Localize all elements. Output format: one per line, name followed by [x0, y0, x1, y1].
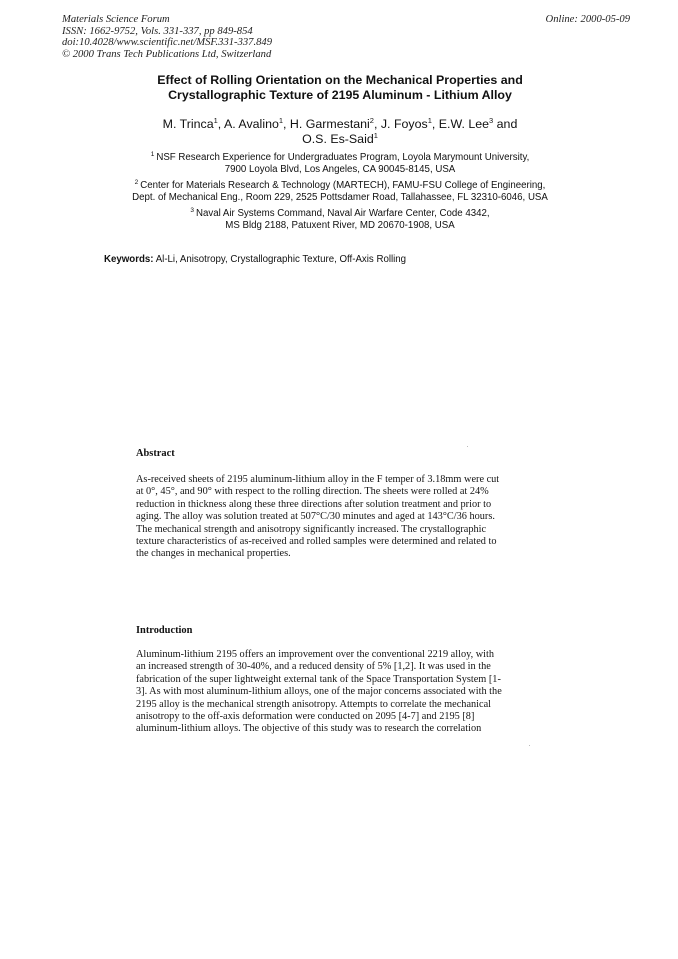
authors-joiner: and [496, 117, 518, 131]
affiliation-marker: 3 [489, 116, 494, 125]
text-line: fabrication of the super lightweight external tank of the Space Transportation System [1- [136, 673, 501, 685]
paper-title [100, 73, 580, 103]
keywords-list: Al-Li, Anisotropy, Crystallographic Texture, Off-Axis Rolling [155, 254, 407, 265]
author-name: E.W. Lee [438, 117, 490, 131]
journal-citation-block [62, 14, 272, 60]
text-line: an increased strength of 30-40%, and a reduced density of 5% [1,2]. It was used in the [136, 661, 491, 673]
text-line: the changes in mechanical properties. [136, 548, 291, 560]
author-name: J. Foyos [380, 117, 428, 131]
scan-speck [467, 446, 468, 447]
text-line: 3]. As with most aluminum-lithium alloys, one of the major concerns associated with the [136, 686, 502, 698]
text-line: aging. The alloy was solution treated at 507°C/30 minutes and aged at 143°C/36 hours. [136, 511, 495, 523]
author-list [100, 117, 580, 146]
introduction-body [136, 649, 556, 736]
affiliation-marker: 1 [278, 116, 284, 125]
text-line: reduction in thickness along these three directions after solution treatment and prior to [136, 498, 492, 510]
abstract-body [136, 474, 556, 561]
text-line: aluminum-lithium alloys. The objective of this study was to research the correlation [136, 723, 482, 735]
scan-speck [529, 745, 530, 746]
text-line: Aluminum-lithium 2195 offers an improvement over the conventional 2219 alloy, with [136, 649, 495, 660]
author-name: H. Garmestani [289, 117, 370, 131]
text-line: anisotropy to the off-axis deformation were conducted on 2095 [4-7] and 2195 [8] [136, 711, 475, 723]
affiliation-marker: 1 [213, 116, 218, 125]
title-line: Crystallographic Texture of 2195 Aluminum - Lithium Alloy [168, 88, 512, 102]
title-line: Effect of Rolling Orientation on the Mechanical Properties and [157, 73, 523, 87]
text-line: The mechanical strength and anisotropy significantly increased. The crystallographic [136, 523, 487, 535]
text-line: 2195 alloy is the mechanical strength anisotropy. Attempts to correlate the mechanical [136, 698, 492, 710]
affiliation-marker: 2 [134, 179, 139, 186]
affiliation-text: Center for Materials Research & Technology (MARTECH), FAMU-FSU College of Engineering, [140, 180, 546, 191]
author-line-2 [100, 132, 580, 147]
copyright-notice: © 2000 Trans Tech Publications Ltd, Switzerland [62, 48, 272, 60]
text-line: at 0°, 45°, and 90° with respect to the rolling direction. The sheets were rolled at 24% [136, 486, 489, 498]
affiliation-line: MS Bldg 2188, Patuxent River, MD 20670-1908, USA [225, 220, 455, 232]
affiliation-3 [40, 208, 640, 233]
affiliation-marker: 3 [190, 207, 194, 214]
affiliation-marker: 1 [373, 130, 378, 140]
affiliation-2 [40, 180, 640, 205]
issn-volume-pages: ISSN: 1662-9752, Vols. 331-337, pp 849-854 [62, 25, 253, 37]
keywords [104, 254, 406, 265]
affiliation-line: 7900 Loyola Blvd, Los Angeles, CA 90045-8145, USA [224, 164, 456, 176]
affiliation-marker: 1 [150, 151, 155, 158]
affiliation-line [40, 152, 640, 164]
affiliation-text: NSF Research Experience for Undergraduates Program, Loyola Marymount University, [156, 152, 530, 163]
online-date: Online: 2000-05-09 [545, 14, 630, 25]
author-name: O.S. Es-Said [302, 131, 374, 146]
affiliation-marker: 2 [369, 116, 374, 125]
doi-link[interactable]: doi:10.4028/www.scientific.net/MSF.331-337.849 [62, 37, 272, 49]
author-name: M. Trinca [162, 117, 214, 131]
affiliation-text: Naval Air Systems Command, Naval Air Warfare Center, Code 4342, [196, 208, 490, 219]
text-line: texture characteristics of as-received and rolled samples were determined and related to [136, 536, 497, 548]
affiliation-line: Dept. of Mechanical Eng., Room 229, 2525 Pottsdamer Road, Tallahassee, FL 32310-6046, USA [132, 192, 548, 204]
text-line: As-received sheets of 2195 aluminum-lithium alloy in the F temper of 3.18mm were cut [136, 474, 500, 485]
affiliation-line [40, 208, 640, 220]
author-line-1: M. Trinca$^1$, A. Avalino$^1$, H. Garmestani$^2$, J. Foyos$^1$, E.W. Lee$^3$ and [162, 116, 518, 131]
affiliation-1 [40, 152, 640, 177]
journal-name: Materials Science Forum [62, 14, 170, 25]
abstract-heading: Abstract [136, 448, 175, 459]
introduction-heading: Introduction [136, 625, 193, 636]
affiliation-marker: 1 [427, 116, 432, 125]
author-name: A. Avalino [223, 117, 279, 131]
keywords-label: Keywords: [104, 254, 154, 265]
affiliation-line [40, 180, 640, 192]
